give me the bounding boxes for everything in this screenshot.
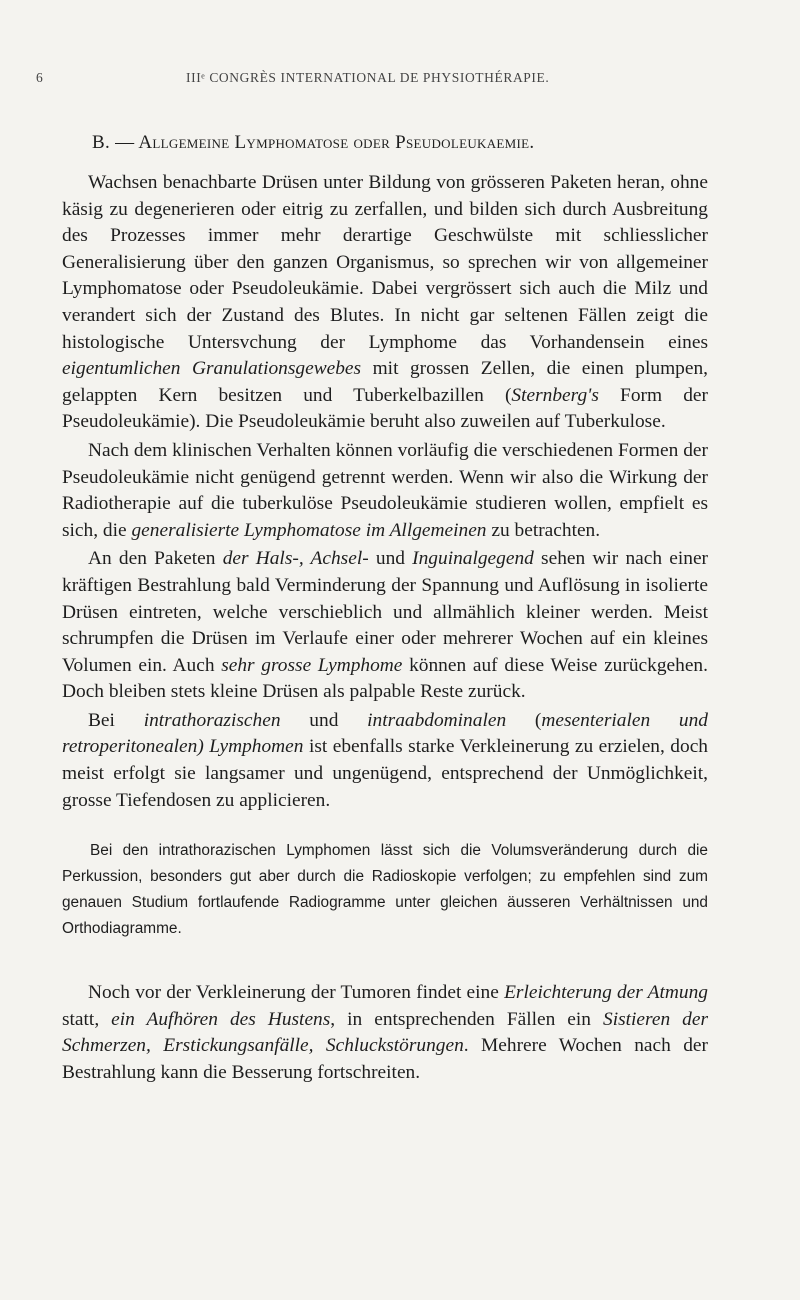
text-run: und bbox=[368, 548, 413, 570]
text-run: , in entsprechenden Fällen ein bbox=[330, 1008, 603, 1030]
paragraph-2 bbox=[62, 438, 708, 544]
italic-run: mesenterialen und retroperitonealen) Lymphomen bbox=[62, 709, 709, 758]
italic-run: intraabdominalen bbox=[367, 709, 507, 731]
paragraph-1 bbox=[62, 170, 708, 436]
italic-run: sehr grosse Lymphome bbox=[221, 654, 403, 676]
text-run: An den Paketen bbox=[88, 548, 223, 570]
paragraph-5 bbox=[62, 980, 708, 1086]
paragraph-4 bbox=[62, 708, 708, 814]
text-run: und bbox=[280, 709, 368, 731]
text-run: mit grossen Zellen, die einen plumpen, gelappten Kern besitzen und Tuberkelbazillen ( bbox=[62, 358, 709, 406]
italic-run: der Hals-, Achsel- bbox=[222, 548, 369, 570]
running-title: IIIᵉ CONGRÈS INTERNATIONAL DE PHYSIOTHÉRAPIE. bbox=[186, 70, 550, 85]
text-run: können auf diese Weise zurückgehen. Doch bleiben stets kleine Drüsen als palpable Reste zurück. bbox=[62, 654, 708, 703]
paragraph-3 bbox=[62, 546, 708, 706]
text-run: statt, bbox=[62, 1008, 112, 1030]
italic-run: ein Aufhören des Hustens bbox=[111, 1008, 331, 1030]
text-run: Form der Pseudoleukämie). Die Pseudoleukämie beruht also zuweilen auf Tuberkulose. bbox=[62, 384, 709, 433]
text-run: ( bbox=[506, 709, 542, 731]
text-run: zu betrachten. bbox=[486, 519, 601, 541]
small-print-note: Bei den intrathorazischen Lymphomen lässt sich die Volumsveränderung durch die Perkussion, besonders gut aber durch die Radioskopie verfolgen; zu empfehlen sind zum genauen Studium fortlaufende Radiogramme unter gleichen äusseren Verhältnissen und Orthodiagramme. bbox=[62, 842, 708, 938]
text-run: ist ebenfalls starke Verkleinerung zu erzielen, doch meist erfolgt sie langsamer und ungenügend, entsprechend der Unmöglichkeit, grosse Tiefendosen zu applicieren. bbox=[62, 736, 709, 811]
italic-run: generalisierte Lymphomatose im Allgemeinen bbox=[131, 519, 487, 541]
section-title: B. — Allgemeine Lymphomatose oder Pseudoleukaemie. bbox=[92, 132, 535, 153]
italic-run: intrathorazischen bbox=[143, 709, 281, 731]
page-number: 6 bbox=[36, 70, 44, 85]
text-run: . Mehrere Wochen nach der Bestrahlung kann die Besserung fortschreiten. bbox=[62, 1035, 708, 1084]
italic-run: Inguinalgegend bbox=[412, 548, 534, 570]
italic-run: Erleichterung der Atmung bbox=[504, 982, 708, 1004]
book-page bbox=[36, 70, 709, 1087]
text-run: Noch vor der Verkleinerung der Tumoren findet eine bbox=[88, 982, 505, 1004]
text-run: sehen wir nach einer kräftigen Bestrahlung bald Verminderung der Spannung und Auflösung in isolierte Drüsen eintreten, welche verschieblich und allmählich kleiner werden. Meist schrumpfen die Drüsen im Verlaufe einer oder mehrerer Wochen auf ein kleines Volumen ein. Auch bbox=[62, 548, 709, 676]
italic-run: eigentumlichen Granulationsgewebes bbox=[62, 358, 362, 380]
text-run: Bei bbox=[88, 709, 144, 731]
italic-run: Sternberg's bbox=[511, 384, 599, 406]
text-run: Nach dem klinischen Verhalten können vorläufig die verschiedenen Formen der Pseudoleukämie nicht genügend getrennt werden. Wenn wir also die Wirkung der Radiotherapie auf die tuberkulöse Pseudoleukämie studieren wollen, empfielt es sich, die bbox=[62, 439, 708, 541]
italic-run: Sistieren der Schmerzen, Erstickungsanfälle, Schluckstörungen bbox=[62, 1008, 708, 1057]
running-header bbox=[36, 70, 708, 92]
text-run: Wachsen benachbarte Drüsen unter Bildung von grösseren Paketen heran, ohne käsig zu degenerieren oder eitrig zu zerfallen, und bilden sich durch Ausbreitung des Prozesses immer mehr derartige Geschwülste mit schliesslicher Generalisierung über den ganzen Organismus, so sprechen wir von allgemeiner Lymphomatose oder Pseudoleukämie. Dabei vergrössert sich auch die Milz und verandert sich der Zustand des Blutes. In nicht gar seltenen Fällen zeigt die histologische Untersvchung der Lymphome das Vorhandensein eines bbox=[62, 172, 708, 353]
